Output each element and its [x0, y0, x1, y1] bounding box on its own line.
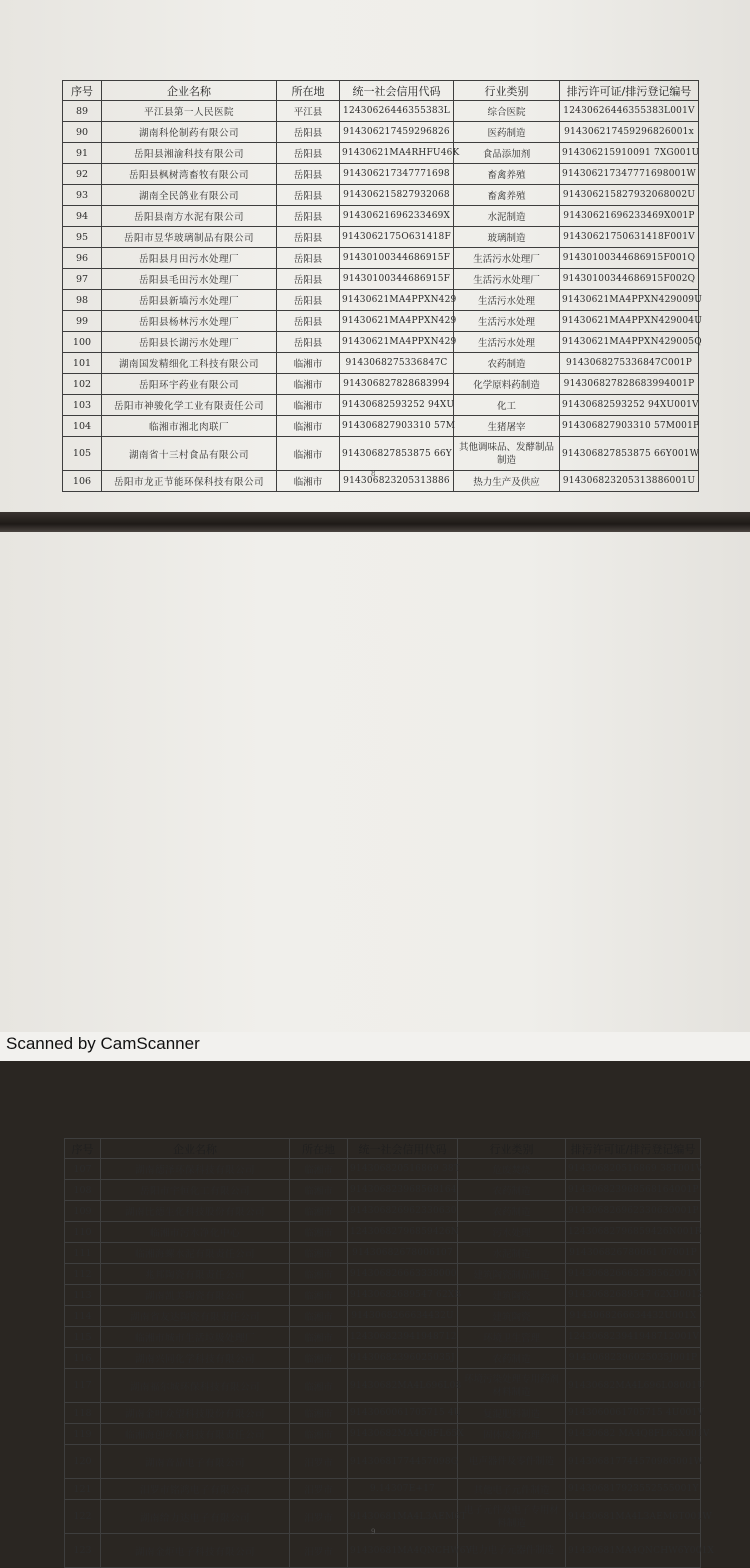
company-name: 临湘市城市生活垃圾处理厂: [101, 1327, 290, 1348]
industry-category: 复混肥料制造: [458, 1403, 566, 1424]
table-row: [63, 143, 699, 164]
page-number: 9: [371, 1528, 376, 1536]
row-number: 121: [65, 1479, 101, 1500]
location: 岳阳县: [277, 269, 340, 290]
location: 临湘市: [290, 1306, 348, 1327]
table-row: [63, 227, 699, 248]
industry-category: 生活污水处理厂: [454, 248, 560, 269]
row-number: 99: [63, 311, 102, 332]
company-name: 汨罗市铭鸿电子有限公司: [101, 1479, 290, 1500]
industry-category: 生活污水处理厂: [454, 269, 560, 290]
company-name: 兆邦陶瓷有限责任公司: [101, 1264, 290, 1285]
location: 临湘市: [290, 1285, 348, 1306]
industry-category: 危废焚烧: [458, 1159, 566, 1180]
credit-code: 91430682678006107: [348, 1243, 458, 1264]
permit-number: 91430100344686915F002Q: [560, 269, 699, 290]
row-number: 89: [63, 101, 102, 122]
permit-number: 91430621MA4PPXN429005Q: [560, 332, 699, 353]
credit-code: 914306823205313886: [340, 471, 454, 492]
company-name: 湖南省友达陶瓷有限责任公司: [101, 1306, 290, 1327]
table-row: [65, 1424, 701, 1445]
permit-number: 91430682593252 94XU001V: [560, 395, 699, 416]
location: 汨罗市: [290, 1534, 348, 1568]
industry-category: 其他电子元件制造: [458, 1479, 566, 1500]
row-number: 122: [65, 1500, 101, 1534]
industry-category: 建筑陶瓷: [458, 1285, 566, 1306]
industry-category: 电力电子元器件制造: [458, 1534, 566, 1568]
location: 岳阳县: [277, 206, 340, 227]
column-header-location: 所在地: [277, 81, 340, 101]
row-number: 101: [63, 353, 102, 374]
table-row: [65, 1445, 701, 1479]
credit-code: 91430682689547 62XB: [348, 1285, 458, 1306]
row-number: 112: [65, 1264, 101, 1285]
credit-code: 91430681MA4QNCHW6Y: [348, 1534, 458, 1568]
credit-code: 9.14307E+17: [348, 1479, 458, 1500]
column-header-credit-code: 统一社会信用代码: [340, 81, 454, 101]
location: 临湘市: [290, 1201, 348, 1222]
industry-category: 热力生产及供应: [454, 471, 560, 492]
location: 临湘市: [277, 416, 340, 437]
table-body-top: [63, 101, 702, 492]
permit-number: 914306215910091 7XG001U: [560, 143, 699, 164]
location: 临湘市: [290, 1348, 348, 1369]
industry-category: 畜禽养殖: [454, 185, 560, 206]
table-row: [65, 1222, 701, 1243]
table-row: [63, 248, 699, 269]
permit-number: 914306215827932068002U: [560, 185, 699, 206]
company-name: 临湘市湘北肉联厂: [102, 416, 277, 437]
credit-code: 91430100344686915F: [340, 248, 454, 269]
industry-category: 农药制造: [454, 353, 560, 374]
company-name: 湖南音品电子有限公司: [101, 1445, 290, 1479]
row-number: 102: [63, 374, 102, 395]
credit-code: 124306823941948712: [348, 1327, 458, 1348]
table-row: [63, 122, 699, 143]
table-row: [63, 185, 699, 206]
row-number: 116: [65, 1348, 101, 1369]
permit-number: 91430682689547 62XB001Z: [566, 1285, 701, 1306]
location: 临湘市: [290, 1403, 348, 1424]
permit-number: 91430682MA4L696L08001U: [566, 1369, 701, 1403]
location: 临湘市: [277, 353, 340, 374]
table-row: [65, 1534, 701, 1568]
row-number: 92: [63, 164, 102, 185]
credit-code: 12430682796859426N: [348, 1222, 458, 1243]
table-row: [63, 374, 699, 395]
row-number: 103: [63, 395, 102, 416]
page-gap: [0, 512, 750, 532]
row-number: 95: [63, 227, 102, 248]
industry-category: 污水处理: [458, 1222, 566, 1243]
permit-number: 914306827853875 66Y001W: [560, 437, 699, 471]
table-row: [65, 1306, 701, 1327]
table-row: [63, 332, 699, 353]
table-row: [63, 269, 699, 290]
industry-category: 电声器件及零件制造: [458, 1445, 566, 1479]
permit-number: 91430681MA4L3AEM6T001W: [566, 1500, 701, 1534]
industry-category: 水泥制造: [458, 1243, 566, 1264]
row-number: 113: [65, 1285, 101, 1306]
location: 岳阳县: [277, 122, 340, 143]
table-row: [65, 1479, 701, 1500]
company-name: 湖南金炬电子科技有限公司: [101, 1534, 290, 1568]
table-row: [63, 311, 699, 332]
credit-code: 91430621MA4PPXN429: [340, 290, 454, 311]
table-row: [65, 1264, 701, 1285]
location: 临湘市: [290, 1222, 348, 1243]
table-row: [63, 437, 699, 471]
permit-number: 914306820516869 38T001V: [566, 1159, 701, 1180]
permit-number: 914306823205313886001U: [560, 471, 699, 492]
table-body-bottom: [65, 1159, 715, 1568]
company-name: 岳阳市昱华玻璃制品有限公司: [102, 227, 277, 248]
row-number: 111: [65, 1243, 101, 1264]
table-row: [65, 1243, 701, 1264]
permit-number: 914306827903310 57M001P: [560, 416, 699, 437]
permit-number: 914306826780061 07001P: [566, 1243, 701, 1264]
column-header-industry-category: 行业类别: [458, 1139, 566, 1159]
row-number: 117: [65, 1369, 101, 1403]
location: 汨罗市: [290, 1445, 348, 1479]
industry-category: 生猪屠宰: [454, 416, 560, 437]
location: 临湘市: [277, 437, 340, 471]
industry-category: 化工: [454, 395, 560, 416]
permit-number: 914306826962330630001P: [566, 1201, 701, 1222]
company-name: 临湘市污水净化中心: [101, 1222, 290, 1243]
location: 岳阳县: [277, 185, 340, 206]
table-header-row: [65, 1139, 701, 1159]
row-number: 96: [63, 248, 102, 269]
location: 汨罗市: [290, 1479, 348, 1500]
company-name: 湖南德泽环保科技有限公司: [101, 1159, 290, 1180]
company-name: 湖南福尔城环保科技有限公司: [101, 1369, 290, 1403]
industry-category: 畜禽养殖: [454, 164, 560, 185]
company-name: 岳阳县月田污水处理厂: [102, 248, 277, 269]
row-number: 107: [65, 1159, 101, 1180]
company-name: 湖南比德生化科技股份有限公司: [101, 1201, 290, 1222]
credit-code: 91430681774457098G: [348, 1445, 458, 1479]
row-number: 123: [65, 1534, 101, 1568]
company-name: 岳阳县毛田污水处理厂: [102, 269, 277, 290]
table-row: [65, 1403, 701, 1424]
industry-category: 农药制造: [458, 1201, 566, 1222]
location: 平江县: [277, 101, 340, 122]
table-row: [63, 290, 699, 311]
company-name: 岳阳市神骏化学工业有限责任公司: [102, 395, 277, 416]
credit-code: 914306215827932068: [340, 185, 454, 206]
location: 临湘市: [290, 1159, 348, 1180]
permit-number: 91430621MA4PPXN429009U: [560, 290, 699, 311]
permit-number: 91430681774457098G001W: [566, 1445, 701, 1479]
credit-code: 914306827903310 57M: [340, 416, 454, 437]
company-name: 湖南金叶众望科技股份有限公司: [101, 1403, 290, 1424]
company-name: 临湘海创环保科技有限责任公司: [101, 1424, 290, 1445]
row-number: 114: [65, 1306, 101, 1327]
row-number: 94: [63, 206, 102, 227]
industry-category: 固体废物治理: [458, 1424, 566, 1445]
table-row: [63, 164, 699, 185]
row-number: 119: [65, 1424, 101, 1445]
location: 岳阳县: [277, 290, 340, 311]
row-number: 90: [63, 122, 102, 143]
company-name: 湖南全民鸽业有限公司: [102, 185, 277, 206]
permit-number: 91430682 MA4Q8FL65X001V: [566, 1424, 701, 1445]
table-row: [63, 101, 699, 122]
column-header-industry-category: 行业类别: [454, 81, 560, 101]
location: 岳阳县: [277, 227, 340, 248]
row-number: 110: [65, 1222, 101, 1243]
location: 岳阳县: [277, 332, 340, 353]
permit-number: 12430626446355383L001V: [560, 101, 699, 122]
permit-number: 914306826663338562001V: [566, 1264, 701, 1285]
table-row: [65, 1201, 701, 1222]
credit-code: 91430621MA4PPXN429: [340, 311, 454, 332]
credit-code: 91430682396025035J: [348, 1348, 458, 1369]
credit-code: 91430621MA4RHFU46K: [340, 143, 454, 164]
company-name: 湖南凯美陶瓷有限公司: [101, 1285, 290, 1306]
permit-number: 91430621750631418F001V: [560, 227, 699, 248]
company-name: 湖南兴同化学科技有限公司: [101, 1348, 290, 1369]
permit-number: 914306217347771698001W: [560, 164, 699, 185]
column-header-permit-number: 排污许可证/排污登记编号: [560, 81, 699, 101]
permit-number: 9143068275336847C001P: [560, 353, 699, 374]
company-name: 岳阳县杨林污水处理厂: [102, 311, 277, 332]
credit-code: 914306217459296826: [340, 122, 454, 143]
credit-code: 914306827828683994: [340, 374, 454, 395]
company-name: 岳阳县湘渝科技有限公司: [102, 143, 277, 164]
company-name: 岳阳县南方水泥有限公司: [102, 206, 277, 227]
location: 临湘市: [290, 1369, 348, 1403]
registry-table-top: [62, 80, 702, 492]
location: 岳阳县: [277, 311, 340, 332]
industry-category: 生活污水处理: [454, 290, 560, 311]
location: 临湘市: [290, 1424, 348, 1445]
credit-code: 91430621MA4PPXN429: [340, 332, 454, 353]
industry-category: 水泥制造: [454, 206, 560, 227]
row-number: 118: [65, 1403, 101, 1424]
credit-code: 914306826962330630: [348, 1201, 458, 1222]
company-name: 岳阳市龙正节能环保科技有限公司: [102, 471, 277, 492]
table-row: [63, 353, 699, 374]
permit-number: 914306217459296826001x: [560, 122, 699, 143]
company-name: 平江县第一人民医院: [102, 101, 277, 122]
location: 临湘市: [277, 374, 340, 395]
permit-number: 91430682396025035J001P: [566, 1348, 701, 1369]
column-header-location: 所在地: [290, 1139, 348, 1159]
company-name: 岳阳县枫树湾畜牧有限公司: [102, 164, 277, 185]
credit-code: 914306826663338000: [348, 1264, 458, 1285]
company-name: 岳阳环宇药业有限公司: [102, 374, 277, 395]
location: 临湘市: [290, 1327, 348, 1348]
industry-category: 农药制造: [458, 1348, 566, 1369]
registry-table-bottom: [64, 1138, 715, 1568]
credit-code: 9143062175O631418F: [340, 227, 454, 248]
credit-code: 9143060061705715 4U: [348, 1403, 458, 1424]
column-header-company-name: 企业名称: [101, 1139, 290, 1159]
row-number: 93: [63, 185, 102, 206]
row-number: 115: [65, 1327, 101, 1348]
industry-category: 建筑陶瓷: [458, 1306, 566, 1327]
row-number: 120: [65, 1445, 101, 1479]
credit-code: 914306823968568164: [348, 1180, 458, 1201]
industry-category: 农药制造: [458, 1180, 566, 1201]
row-number: 91: [63, 143, 102, 164]
credit-code: 9143068266634432U: [348, 1306, 458, 1327]
industry-category: 环境卫生管理: [458, 1327, 566, 1348]
table-row: [65, 1348, 701, 1369]
permit-number: 12430682796859426N001R: [566, 1222, 701, 1243]
row-number: 106: [63, 471, 102, 492]
permit-number: 91430621696233469X001P: [560, 206, 699, 227]
company-name: 岳阳县新墙污水处理厂: [102, 290, 277, 311]
location: 岳阳县: [277, 164, 340, 185]
industry-category: 综合医院: [454, 101, 560, 122]
column-header-credit-code: 统一社会信用代码: [348, 1139, 458, 1159]
row-number: 109: [65, 1201, 101, 1222]
industry-category: 建筑陶瓷制品制造: [458, 1264, 566, 1285]
row-number: 104: [63, 416, 102, 437]
table-row: [65, 1285, 701, 1306]
credit-code: 91430621696233469X: [340, 206, 454, 227]
table-row: [65, 1180, 701, 1201]
company-name: 湖南科伦制药有限公司: [102, 122, 277, 143]
company-name: 湖南国发精细化工科技有限公司: [102, 353, 277, 374]
location: 岳阳县: [277, 143, 340, 164]
industry-category: 其他调味品、发酵制品制造: [454, 437, 560, 471]
industry-category: 食品添加剂: [454, 143, 560, 164]
table-row: [65, 1369, 701, 1403]
credit-code: 91430682593252 94XU: [340, 395, 454, 416]
row-number: 97: [63, 269, 102, 290]
row-number: 108: [65, 1180, 101, 1201]
column-header-row-number: 序号: [63, 81, 102, 101]
permit-number: 914306823968568164001P: [566, 1180, 701, 1201]
credit-code: 914306820516869 38T: [348, 1159, 458, 1180]
table-row: [63, 395, 699, 416]
row-number: 100: [63, 332, 102, 353]
column-header-row-number: 序号: [65, 1139, 101, 1159]
table-row: [65, 1327, 701, 1348]
location: 岳阳县: [277, 248, 340, 269]
industry-category: 化学原料药制造: [454, 374, 560, 395]
permit-number: 91430681MA4QNCHW6Y001X: [566, 1534, 701, 1568]
company-name: 湖南给力达电子有限公司: [101, 1500, 290, 1534]
location: 临湘市: [277, 395, 340, 416]
row-number: 98: [63, 290, 102, 311]
credit-code: 914306217347771698: [340, 164, 454, 185]
table-row: [65, 1500, 701, 1534]
scanner-watermark: Scanned by CamScanner: [6, 1034, 200, 1053]
table-row: [63, 206, 699, 227]
permit-number: 124306823941948712001V: [566, 1327, 701, 1348]
industry-category: 电子元件及电子专用材料制造: [458, 1500, 566, 1534]
industry-category: 环境污染处理专用药剂材料制造: [458, 1369, 566, 1403]
table-header-row: [63, 81, 699, 101]
credit-code: 91430682MA4Q8FL65X: [348, 1424, 458, 1445]
company-name: 岳阳县长湖污水处理厂: [102, 332, 277, 353]
industry-category: 生活污水处理: [454, 311, 560, 332]
table-row: [63, 416, 699, 437]
industry-category: 玻璃制造: [454, 227, 560, 248]
location: 临湘市: [290, 1180, 348, 1201]
credit-code: 91430682MA4L696L08: [348, 1369, 458, 1403]
row-number: 105: [63, 437, 102, 471]
credit-code: 91430100344686915F: [340, 269, 454, 290]
credit-code: 914306827853875 66Y: [340, 437, 454, 471]
column-header-permit-number: 排污许可证/排污登记编号: [566, 1139, 701, 1159]
permit-number: 914306827828683994001P: [560, 374, 699, 395]
scanned-page-top: [0, 0, 750, 512]
location: 临湘市: [277, 471, 340, 492]
credit-code: 9143068275336847C: [340, 353, 454, 374]
company-name: 湖南省十三村食品有限公司: [102, 437, 277, 471]
permit-number: 9143060061705715 4U001V: [566, 1403, 701, 1424]
column-header-company-name: 企业名称: [102, 81, 277, 101]
company-name: 岳阳市宇恒化工有限公司: [101, 1180, 290, 1201]
page-number: 8: [371, 470, 376, 478]
table-row: [65, 1159, 701, 1180]
company-name: 临湘海螺水泥有限责任公司: [101, 1243, 290, 1264]
location: 临湘市: [290, 1264, 348, 1285]
credit-code: 12430626446355383L: [340, 101, 454, 122]
industry-category: 医药制造: [454, 122, 560, 143]
location: 汨罗市: [290, 1500, 348, 1534]
permit-number: 91430100344686915F001Q: [560, 248, 699, 269]
table-row: [63, 471, 699, 492]
permit-number: 91430621MA4PPXN429004U: [560, 311, 699, 332]
location: 临湘市: [290, 1243, 348, 1264]
permit-number: 9143068266634432U001X: [566, 1306, 701, 1327]
industry-category: 生活污水处理: [454, 332, 560, 353]
permit-number: 914306817923552555001Y: [566, 1479, 701, 1500]
credit-code: 91430681MA4L3AEM6T: [348, 1500, 458, 1534]
